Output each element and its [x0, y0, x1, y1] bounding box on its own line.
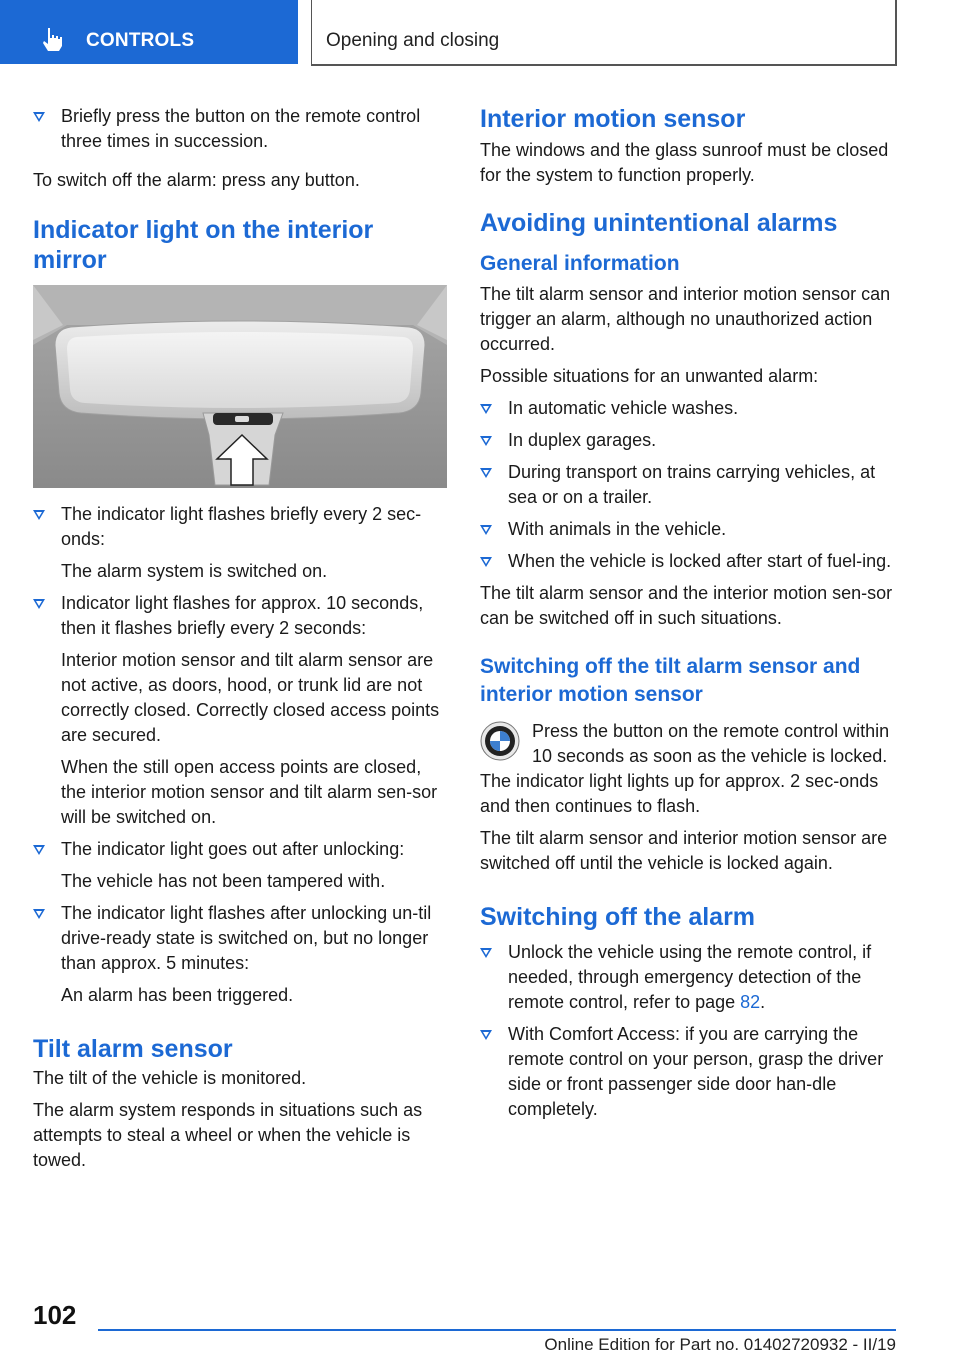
bullet-text-part: Unlock the vehicle using the remote control, if needed, through emergency detection of the remote control, refer to page	[508, 942, 872, 1012]
bullet-text: In automatic vehicle washes.	[508, 398, 739, 418]
bmw-logo-icon	[480, 721, 520, 761]
situations-list	[480, 396, 898, 574]
paragraph: The indicator light lights up for approx. 2 sec‐onds and then continues to flash.	[480, 771, 879, 816]
bullet-detail: The alarm system is switched on.	[61, 561, 328, 581]
paragraph: The tilt alarm sensor and interior motion sensor are switched off until the vehicle is locked again.	[480, 828, 888, 873]
bullet-triangle-icon	[480, 948, 492, 958]
bullet-text: The indicator light flashes after unlocking un‐til drive-ready state is switched on, but no longer than approx. 5 minutes:	[61, 903, 432, 973]
paragraph: The windows and the glass sunroof must be closed for the system to function properly.	[480, 140, 889, 185]
paragraph: The alarm system responds in situations such as attempts to steal a wheel or when the vehicle is towed.	[33, 1100, 423, 1170]
bullet-text: With Comfort Access: if you are carrying the remote control on your person, grasp the driver side or front passenger side door han‐dle completely.	[508, 1024, 884, 1119]
bullet-text-part: .	[760, 992, 766, 1012]
bullet-triangle-icon	[480, 468, 492, 478]
bullet-triangle-icon	[33, 510, 45, 520]
bullet-text: Briefly press the button on the remote control three times in succession.	[61, 106, 421, 151]
heading-tilt: Tilt alarm sensor	[33, 1035, 233, 1063]
section-tab	[0, 0, 298, 64]
mirror-illustration	[33, 285, 447, 488]
bullet-triangle-icon	[33, 112, 45, 122]
bullet-text: When the vehicle is locked after start of fuel‐ing.	[508, 551, 892, 571]
bullet-triangle-icon	[33, 845, 45, 855]
bullet-text: During transport on trains carrying vehicles, at sea or on a trailer.	[508, 462, 876, 507]
hand-pointer-icon	[40, 26, 64, 52]
list-item	[480, 940, 898, 1015]
paragraph: The tilt alarm sensor and interior motion sensor can trigger an alarm, although no unauthorized action occurred.	[480, 284, 891, 354]
list-item	[480, 549, 898, 574]
list-item	[33, 104, 449, 154]
list-item	[480, 428, 898, 453]
indicator-list	[33, 502, 449, 1008]
rearview-mirror-image	[33, 285, 447, 488]
page-number: 102	[33, 1300, 77, 1330]
bullet-triangle-icon	[33, 909, 45, 919]
footer-rule	[98, 1329, 896, 1331]
header-right-border	[895, 0, 897, 64]
heading-switch-tilt: Switching off the tilt alarm sensor and interior motion sensor	[480, 655, 861, 706]
heading-switch-alarm: Switching off the alarm	[480, 903, 756, 931]
header-divider	[311, 0, 312, 64]
bullet-text: With animals in the vehicle.	[508, 519, 727, 539]
bullet-triangle-icon	[480, 1030, 492, 1040]
list-item	[33, 502, 449, 552]
list-item	[33, 901, 449, 976]
list-item	[480, 1022, 898, 1122]
paragraph: The tilt alarm sensor and the interior motion sen‐sor can be switched off in such situations.	[480, 583, 893, 628]
bullet-triangle-icon	[480, 404, 492, 414]
list-item	[33, 837, 449, 862]
bullet-detail: The vehicle has not been tampered with.	[61, 871, 386, 891]
bullet-text: In duplex garages.	[508, 430, 657, 450]
paragraph: To switch off the alarm: press any button.	[33, 170, 360, 190]
section-label: CONTROLS	[86, 30, 195, 51]
paragraph: Possible situations for an unwanted alarm:	[480, 366, 819, 386]
bullet-triangle-icon	[33, 599, 45, 609]
paragraph: The tilt of the vehicle is monitored.	[33, 1068, 307, 1088]
bullet-detail: When the still open access points are closed, the interior motion sensor and tilt alarm sen‐sor will be switched on.	[61, 757, 438, 827]
right-column	[480, 104, 898, 1129]
heading-general: General information	[480, 252, 680, 275]
bullet-detail: Interior motion sensor and tilt alarm sensor are not active, as doors, hood, or trunk lid are not correctly closed. Correctly closed access points are secured.	[61, 650, 440, 745]
list-item	[480, 517, 898, 542]
bullet-triangle-icon	[480, 436, 492, 446]
heading-avoid: Avoiding unintentional alarms	[480, 209, 838, 237]
bullet-triangle-icon	[480, 525, 492, 535]
header-bottom-border	[311, 64, 897, 66]
bullet-text: The indicator light goes out after unlocking:	[61, 839, 405, 859]
heading-motion: Interior motion sensor	[480, 105, 746, 133]
edition-note: Online Edition for Part no. 01402720932 - II/19	[544, 1335, 896, 1354]
list-item	[480, 460, 898, 510]
chapter-title: Opening and closing	[326, 30, 500, 51]
bullet-text: Indicator light flashes for approx. 10 seconds, then it flashes briefly every 2 seconds:	[61, 593, 424, 638]
bullet-text: The indicator light flashes briefly every 2 sec‐onds:	[61, 504, 422, 549]
instruction-text: Press the button on the remote control within 10 seconds as soon as the vehicle is locked.	[532, 721, 890, 766]
left-column	[33, 104, 449, 1180]
list-item	[480, 396, 898, 421]
bullet-triangle-icon	[480, 557, 492, 567]
bullet-text	[508, 942, 871, 1012]
page-link[interactable]: 82	[740, 992, 761, 1012]
remote-button-instruction	[480, 719, 898, 769]
list-item	[33, 591, 449, 641]
bullet-detail: An alarm has been triggered.	[61, 985, 294, 1005]
heading-indicator: Indicator light on the interior mirror	[33, 216, 374, 274]
